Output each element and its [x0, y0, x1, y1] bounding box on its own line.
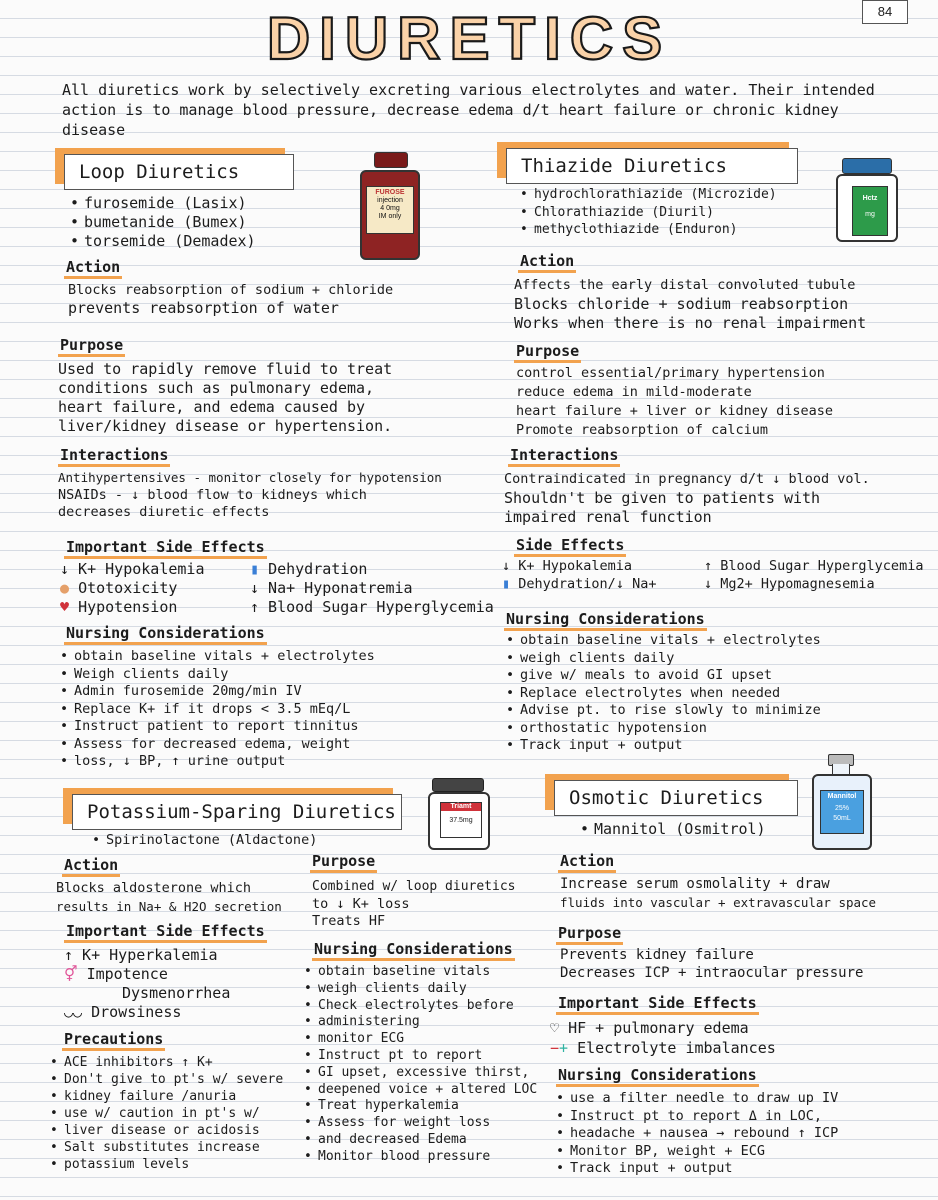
potassium-precautions-list — [50, 1054, 283, 1173]
drug-item: • furosemide (Lasix) — [70, 194, 256, 213]
side-effect-item — [502, 576, 702, 594]
list-item: • and decreased Edema — [304, 1132, 537, 1149]
bottle-label-line: FUROSE — [375, 189, 405, 196]
bottle-label-line: 50mL — [833, 815, 851, 822]
list-item: • ACE inhibitors ↑ K+ — [50, 1054, 283, 1071]
loop-interactions-label: Interactions — [58, 446, 170, 467]
side-effect-item: ↑ Blood Sugar Hyperglycemia — [250, 598, 494, 616]
water-cup-icon: ▮ — [250, 560, 260, 578]
text-line: Blocks reabsorption of sodium + chloride — [68, 282, 394, 298]
gender-symbol-icon: ⚥ — [64, 965, 78, 983]
text-line: Blocks chloride + sodium reabsorption — [514, 295, 849, 313]
list-item: • headache + nausea → rebound ↑ ICP — [556, 1125, 838, 1143]
list-item: • deepened voice + altered LOC — [304, 1082, 537, 1099]
text-line: fluids into vascular + extravascular space — [560, 894, 877, 910]
text-line: heart failure + liver or kidney disease — [516, 403, 833, 419]
side-effect-text: Electrolyte imbalances — [577, 1039, 776, 1057]
text-line: heart failure, and edema caused by — [58, 398, 366, 416]
osmotic-purpose-label: Purpose — [556, 924, 623, 945]
page-number: 84 — [862, 0, 908, 24]
list-item: • Salt substitutes increase — [50, 1139, 283, 1156]
bottle-label-line: injection — [377, 197, 403, 204]
text-line: prevents reabsorption of water — [68, 298, 339, 317]
bottle-label-line: mg — [865, 211, 875, 218]
drug-item: • hydrochlorathiazide (Microzide) — [520, 186, 777, 204]
bottle-label-line: IM only — [378, 213, 402, 220]
thiazide-drug-list — [520, 186, 777, 239]
loop-drug-list — [70, 194, 256, 251]
text-line: decreases diuretic effects — [58, 504, 270, 520]
potassium-side-effects-label: Important Side Effects — [64, 922, 267, 943]
text-line: Treats HF — [312, 913, 386, 929]
potassium-purpose-label: Purpose — [310, 852, 377, 873]
side-effect-item: ↑ Blood Sugar Hyperglycemia — [704, 558, 924, 574]
list-item: • administering — [304, 1014, 537, 1031]
text-line: NSAIDs - ↓ blood flow to kidneys which — [58, 486, 367, 503]
text-line: Blocks aldosterone which — [56, 880, 252, 896]
loop-interactions — [58, 469, 442, 522]
list-item: • give w/ meals to avoid GI upset — [506, 667, 821, 685]
list-item: • orthostatic hypotension — [506, 720, 821, 738]
drug-item: • Chlorathiazide (Diuril) — [520, 204, 777, 222]
text-line: results in Na+ & H2O secretion — [56, 898, 282, 914]
bottle-label-line: 4 0mg — [380, 205, 400, 212]
list-item: • Advise pt. to rise slowly to minimize — [506, 702, 821, 720]
list-item: • Track input + output — [506, 737, 821, 755]
loop-nursing-list — [60, 648, 375, 771]
list-item: • Admin furosemide 20mg/min IV — [60, 683, 375, 701]
osmotic-purpose — [560, 946, 863, 982]
text-line: to ↓ K+ loss — [312, 895, 410, 912]
list-item: • kidney failure /anuria — [50, 1088, 283, 1105]
osmotic-side-effects — [550, 1018, 776, 1058]
bottle-label-line: Hctz — [862, 195, 878, 202]
intro-text: All diuretics work by selectively excreting various electrolytes and water. Their intended action is to manage blood pressure, decrease edema d/t heart failure or chronic kidney disease — [62, 81, 875, 139]
side-effect-text: Dehydration — [268, 560, 368, 578]
thiazide-purpose-label: Purpose — [514, 342, 581, 363]
potassium-action-label: Action — [62, 856, 120, 877]
loop-nursing-label: Nursing Considerations — [64, 624, 267, 645]
osmotic-action — [560, 876, 876, 911]
list-item: • loss, ↓ BP, ↑ urine output — [60, 753, 375, 771]
osmotic-nursing-label: Nursing Considerations — [556, 1066, 759, 1087]
text-line: Contraindicated in pregnancy d/t ↓ blood vol. — [504, 471, 870, 487]
list-item: • Replace electrolytes when needed — [506, 685, 821, 703]
list-item: • monitor ECG — [304, 1031, 537, 1048]
side-effect-item: ↓ K+ Hypokalemia — [60, 560, 205, 578]
text-line: impaired renal function — [504, 508, 712, 526]
loop-purpose-label: Purpose — [58, 336, 125, 357]
list-item: • Don't give to pt's w/ severe — [50, 1071, 283, 1088]
list-item: • Instruct pt to report Δ in LOC, — [556, 1108, 838, 1126]
side-effect-item — [64, 965, 230, 984]
side-effect-item — [64, 984, 230, 1003]
potassium-side-effects — [64, 946, 230, 1022]
side-effect-item: ↑ K+ Hyperkalemia — [64, 946, 218, 964]
thiazide-action-label: Action — [518, 252, 576, 273]
osmotic-action-label: Action — [558, 852, 616, 873]
thiazide-purpose — [516, 364, 833, 440]
drug-item: • methyclothiazide (Enduron) — [520, 221, 777, 239]
furosemide-bottle-icon — [360, 152, 420, 262]
loop-side-effects-left — [60, 560, 280, 617]
side-effect-item — [550, 1018, 776, 1038]
thiazide-interactions-label: Interactions — [508, 446, 620, 467]
list-item: • Instruct pt to report — [304, 1048, 537, 1065]
text-line: Affects the early distal convoluted tubule — [514, 277, 856, 293]
loop-side-effects-label: Important Side Effects — [64, 538, 267, 559]
text-line: Shouldn't be given to patients with — [504, 489, 821, 507]
list-item: • Check electrolytes before — [304, 998, 537, 1015]
text-line: Used to rapidly remove fluid to treat — [58, 360, 393, 378]
list-item: • obtain baseline vitals + electrolytes — [506, 632, 821, 650]
list-item: • Weigh clients daily — [60, 666, 375, 684]
bottle-label-line: 37.5mg — [449, 817, 473, 824]
text-line: conditions such as pulmonary edema, — [58, 379, 375, 397]
thiazide-nursing-label: Nursing Considerations — [504, 610, 707, 631]
text-line: Prevents kidney failure — [560, 947, 754, 963]
list-item: • use a filter needle to draw up IV — [556, 1090, 838, 1108]
potassium-drug-list — [92, 832, 317, 850]
thiazide-nursing-list — [506, 632, 821, 755]
thiazide-header: Thiazide Diuretics — [506, 148, 798, 184]
text-line: Increase serum osmolality + draw — [560, 876, 830, 892]
drug-item: • bumetanide (Bumex) — [70, 213, 256, 232]
ear-icon: ● — [60, 579, 70, 597]
side-effect-text: HF + pulmonary edema — [568, 1019, 749, 1037]
page-title: DIURETICS — [266, 5, 672, 72]
list-item: • Replace K+ if it drops < 3.5 mEq/L — [60, 701, 375, 719]
list-item: • GI upset, excessive thirst, — [304, 1065, 537, 1082]
list-item: • Instruct patient to report tinnitus — [60, 718, 375, 736]
heart-icon: ♡ — [550, 1019, 560, 1037]
text-line: Promote reabsorption of calcium — [516, 422, 768, 438]
list-item: • liver disease or acidosis — [50, 1122, 283, 1139]
drug-item: • Mannitol (Osmitrol) — [580, 820, 766, 839]
text-line: Antihypertensives - monitor closely for hypotension — [58, 470, 442, 485]
side-effect-item — [64, 1003, 230, 1022]
thiazide-interactions — [504, 470, 870, 527]
mannitol-bottle-icon — [812, 754, 872, 850]
list-item: • Assess for weight loss — [304, 1115, 537, 1132]
list-item: • obtain baseline vitals — [304, 964, 537, 981]
bottle-label-line: Triamt — [441, 803, 481, 811]
potassium-nursing-label: Nursing Considerations — [312, 940, 515, 961]
drug-item: • Spirinolactone (Aldactone) — [92, 832, 317, 850]
text-line: Combined w/ loop diuretics — [312, 879, 516, 894]
potassium-action — [56, 880, 282, 915]
text-line: Decreases ICP + intraocular pressure — [560, 965, 864, 981]
loop-side-effects-right — [250, 560, 494, 617]
list-item: • Treat hyperkalemia — [304, 1098, 537, 1115]
sleepy-eyes-icon: ◡◡ — [64, 1003, 83, 1021]
potassium-purpose — [312, 878, 516, 931]
text-line: reduce edema in mild-moderate — [516, 384, 752, 400]
list-item: • use w/ caution in pt's w/ — [50, 1105, 283, 1122]
text-line: Works when there is no renal impairment — [514, 314, 867, 332]
side-effect-item: ↓ Mg2+ Hypomagnesemia — [704, 575, 875, 592]
side-effect-item — [250, 560, 470, 579]
thiazide-side-effects-label: Side Effects — [514, 536, 626, 557]
potassium-header: Potassium-Sparing Diuretics — [72, 794, 402, 830]
list-item: • Monitor BP, weight + ECG — [556, 1143, 838, 1161]
loop-header: Loop Diuretics — [64, 154, 294, 190]
side-effect-item: ↓ K+ Hypokalemia — [502, 558, 633, 574]
side-effect-item — [60, 598, 280, 617]
side-effect-item — [550, 1038, 776, 1058]
side-effect-text: Ototoxicity — [78, 579, 178, 597]
list-item: • Track input + output — [556, 1160, 838, 1178]
list-item: • obtain baseline vitals + electrolytes — [60, 648, 375, 666]
text-line: control essential/primary hypertension — [516, 365, 825, 381]
thiazide-side-effects-left — [502, 558, 702, 593]
list-item: • Assess for decreased edema, weight — [60, 736, 375, 754]
hctz-bottle-icon — [836, 158, 898, 244]
side-effect-text: Hypotension — [78, 598, 178, 616]
osmotic-nursing-list — [556, 1090, 838, 1178]
list-item: • weigh clients daily — [304, 981, 537, 998]
plus-minus-icon: −+ — [550, 1039, 569, 1057]
heart-icon: ♥ — [60, 598, 70, 616]
osmotic-drug-list — [580, 820, 766, 839]
side-effect-item — [60, 579, 280, 598]
triamterene-bottle-icon — [428, 778, 490, 850]
potassium-precautions-label: Precautions — [62, 1030, 165, 1051]
list-item: • potassium levels — [50, 1156, 283, 1173]
thiazide-action — [514, 276, 866, 333]
text-line: liver/kidney disease or hypertension. — [58, 417, 393, 435]
osmotic-header: Osmotic Diuretics — [554, 780, 798, 816]
side-effect-text: Dysmenorrhea — [122, 984, 231, 1002]
side-effect-text: Dehydration/↓ Na+ — [518, 575, 657, 592]
thiazide-side-effects-right — [704, 558, 924, 593]
side-effect-item: ↓ Na+ Hyponatremia — [250, 579, 413, 597]
side-effect-text: Impotence — [86, 965, 168, 983]
list-item: • weigh clients daily — [506, 650, 821, 668]
osmotic-side-effects-label: Important Side Effects — [556, 994, 759, 1015]
loop-action-label: Action — [64, 258, 122, 279]
bottle-label-line: Mannitol — [827, 793, 857, 800]
potassium-nursing-list — [304, 964, 537, 1166]
side-effect-text: Drowsiness — [91, 1003, 182, 1021]
bottle-label-line: 25% — [834, 805, 849, 812]
loop-action — [68, 282, 393, 317]
loop-purpose — [58, 360, 392, 436]
water-cup-icon: ▮ — [502, 575, 511, 592]
list-item: • Monitor blood pressure — [304, 1149, 537, 1166]
drug-item: • torsemide (Demadex) — [70, 232, 256, 251]
